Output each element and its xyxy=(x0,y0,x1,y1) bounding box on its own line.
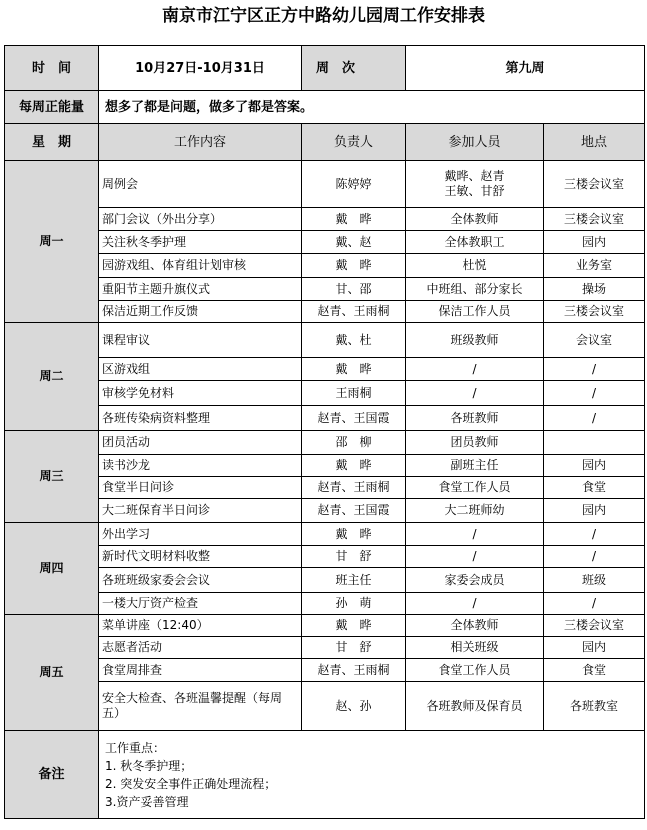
task-cell: 读书沙龙 xyxy=(99,455,302,477)
location-cell: / xyxy=(544,593,645,615)
participants-cell: 团员教师 xyxy=(406,431,544,455)
participants-cell: / xyxy=(406,358,544,381)
location-cell: 各班教室 xyxy=(544,682,645,731)
task-cell: 部门会议（外出分享） xyxy=(99,208,302,231)
schedule-table xyxy=(4,45,645,819)
location-cell: 食堂 xyxy=(544,659,645,682)
location-cell xyxy=(544,431,645,455)
location-cell: 园内 xyxy=(544,499,645,523)
schedule-row xyxy=(5,358,645,381)
location-cell: / xyxy=(544,523,645,546)
schedule-row xyxy=(5,254,645,278)
owner-cell: 赵青、王国霞 xyxy=(302,406,406,431)
time-label: 时 间 xyxy=(5,46,99,91)
schedule-row xyxy=(5,568,645,593)
task-cell: 新时代文明材料收整 xyxy=(99,546,302,568)
schedule-row xyxy=(5,301,645,323)
owner-cell: 赵、孙 xyxy=(302,682,406,731)
task-cell: 周例会 xyxy=(99,161,302,208)
owner-cell: 戴 晔 xyxy=(302,455,406,477)
col-location: 地点 xyxy=(544,124,645,161)
schedule-row xyxy=(5,406,645,431)
energy-text: 想多了都是问题，做多了都是答案。 xyxy=(99,91,645,124)
participants-cell: 全体教师 xyxy=(406,208,544,231)
task-cell: 各班班级家委会会议 xyxy=(99,568,302,593)
notes-content xyxy=(99,731,645,819)
participants-cell: 戴晔、赵青 王敏、甘舒 xyxy=(406,161,544,208)
owner-cell: 戴 晔 xyxy=(302,615,406,637)
owner-cell: 赵青、王雨桐 xyxy=(302,301,406,323)
participants-cell: 各班教师及保育员 xyxy=(406,682,544,731)
date-range: 10月27日-10月31日 xyxy=(99,46,302,91)
notes-line: 1. 秋冬季护理； xyxy=(105,758,193,773)
participants-cell: 家委会成员 xyxy=(406,568,544,593)
schedule-row xyxy=(5,546,645,568)
task-cell: 区游戏组 xyxy=(99,358,302,381)
task-cell: 园游戏组、体育组计划审核 xyxy=(99,254,302,278)
week-label: 周 次 xyxy=(302,46,406,91)
task-cell: 安全大检查、各班温馨提醒（每周五） xyxy=(99,682,302,731)
participants-cell: 班级教师 xyxy=(406,323,544,358)
task-cell: 重阳节主题升旗仪式 xyxy=(99,278,302,301)
participants-cell: / xyxy=(406,593,544,615)
task-cell: 外出学习 xyxy=(99,523,302,546)
task-cell: 食堂半日问诊 xyxy=(99,477,302,499)
participants-cell: / xyxy=(406,381,544,406)
page-title: 南京市江宁区正方中路幼儿园周工作安排表 xyxy=(162,6,485,26)
task-cell: 大二班保育半日问诊 xyxy=(99,499,302,523)
schedule-row xyxy=(5,593,645,615)
schedule-row xyxy=(5,431,645,455)
location-cell: 三楼会议室 xyxy=(544,208,645,231)
owner-cell: 戴 晔 xyxy=(302,358,406,381)
schedule-row xyxy=(5,682,645,731)
participants-cell: 食堂工作人员 xyxy=(406,659,544,682)
location-cell: 三楼会议室 xyxy=(544,161,645,208)
day-label: 周四 xyxy=(5,523,99,615)
owner-cell: 王雨桐 xyxy=(302,381,406,406)
participants-cell: 中班组、部分家长 xyxy=(406,278,544,301)
owner-cell: 戴、杜 xyxy=(302,323,406,358)
notes-line: 2. 突发安全事件正确处理流程； xyxy=(105,776,277,791)
participants-cell: 各班教师 xyxy=(406,406,544,431)
location-cell: 食堂 xyxy=(544,477,645,499)
schedule-row xyxy=(5,477,645,499)
participants-cell: 大二班师幼 xyxy=(406,499,544,523)
participants-cell: 保洁工作人员 xyxy=(406,301,544,323)
owner-cell: 甘 舒 xyxy=(302,546,406,568)
col-owner: 负责人 xyxy=(302,124,406,161)
participants-cell: 食堂工作人员 xyxy=(406,477,544,499)
task-cell: 审核学免材料 xyxy=(99,381,302,406)
location-cell: 三楼会议室 xyxy=(544,615,645,637)
owner-cell: 邵 柳 xyxy=(302,431,406,455)
location-cell: 三楼会议室 xyxy=(544,301,645,323)
notes-label: 备注 xyxy=(5,731,99,819)
task-cell: 志愿者活动 xyxy=(99,637,302,659)
participants-cell: 副班主任 xyxy=(406,455,544,477)
participants-cell: / xyxy=(406,523,544,546)
participants-cell: 全体教师 xyxy=(406,615,544,637)
schedule-row xyxy=(5,231,645,254)
header-row xyxy=(5,46,645,91)
week-value: 第九周 xyxy=(406,46,645,91)
owner-cell: 赵青、王雨桐 xyxy=(302,477,406,499)
day-label: 周二 xyxy=(5,323,99,431)
location-cell: / xyxy=(544,546,645,568)
owner-cell: 戴 晔 xyxy=(302,254,406,278)
location-cell: 业务室 xyxy=(544,254,645,278)
task-cell: 关注秋冬季护理 xyxy=(99,231,302,254)
schedule-row xyxy=(5,161,645,208)
location-cell: / xyxy=(544,406,645,431)
owner-cell: 孙 萌 xyxy=(302,593,406,615)
location-cell: 园内 xyxy=(544,455,645,477)
col-content: 工作内容 xyxy=(99,124,302,161)
owner-cell: 班主任 xyxy=(302,568,406,593)
owner-cell: 甘 舒 xyxy=(302,637,406,659)
energy-row xyxy=(5,91,645,124)
owner-cell: 赵青、王国霞 xyxy=(302,499,406,523)
location-cell: 园内 xyxy=(544,231,645,254)
schedule-row xyxy=(5,323,645,358)
participants-cell: 相关班级 xyxy=(406,637,544,659)
col-day: 星 期 xyxy=(5,124,99,161)
schedule-row xyxy=(5,278,645,301)
day-label: 周三 xyxy=(5,431,99,523)
location-cell: 操场 xyxy=(544,278,645,301)
schedule-row xyxy=(5,637,645,659)
notes-row xyxy=(5,731,645,819)
schedule-row xyxy=(5,659,645,682)
notes-line: 3.资产妥善管理 xyxy=(105,794,189,809)
task-cell: 保洁近期工作反馈 xyxy=(99,301,302,323)
notes-line: 工作重点： xyxy=(105,740,166,755)
schedule-row xyxy=(5,455,645,477)
task-cell: 一楼大厅资产检查 xyxy=(99,593,302,615)
schedule-row xyxy=(5,523,645,546)
owner-cell: 戴、赵 xyxy=(302,231,406,254)
col-participants: 参加人员 xyxy=(406,124,544,161)
schedule-row xyxy=(5,499,645,523)
participants-cell: 全体教职工 xyxy=(406,231,544,254)
task-cell: 食堂周排查 xyxy=(99,659,302,682)
energy-label: 每周正能量 xyxy=(5,91,99,124)
day-label: 周五 xyxy=(5,615,99,731)
owner-cell: 甘、邵 xyxy=(302,278,406,301)
location-cell: / xyxy=(544,381,645,406)
column-header-row xyxy=(5,124,645,161)
location-cell: 会议室 xyxy=(544,323,645,358)
task-cell: 各班传染病资料整理 xyxy=(99,406,302,431)
location-cell: 园内 xyxy=(544,637,645,659)
location-cell: / xyxy=(544,358,645,381)
owner-cell: 戴 晔 xyxy=(302,523,406,546)
task-cell: 团员活动 xyxy=(99,431,302,455)
schedule-row xyxy=(5,208,645,231)
day-label: 周一 xyxy=(5,161,99,323)
participants-cell: / xyxy=(406,546,544,568)
task-cell: 课程审议 xyxy=(99,323,302,358)
owner-cell: 戴 晔 xyxy=(302,208,406,231)
location-cell: 班级 xyxy=(544,568,645,593)
owner-cell: 陈婷婷 xyxy=(302,161,406,208)
schedule-row xyxy=(5,615,645,637)
owner-cell: 赵青、王雨桐 xyxy=(302,659,406,682)
task-cell: 菜单讲座（12:40） xyxy=(99,615,302,637)
participants-cell: 杜悦 xyxy=(406,254,544,278)
schedule-row xyxy=(5,381,645,406)
